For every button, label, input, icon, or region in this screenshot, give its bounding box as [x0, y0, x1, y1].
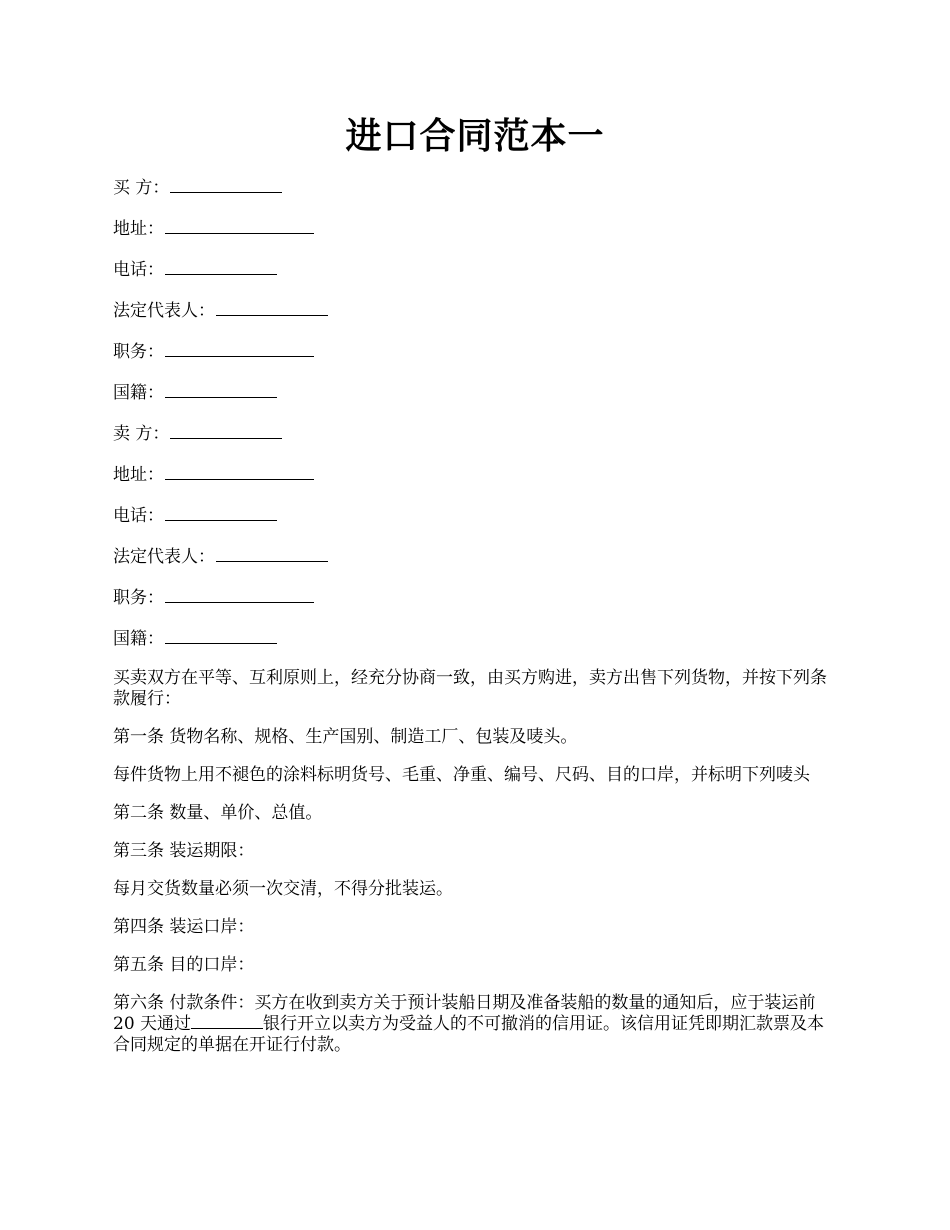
seller-legal-rep-field: [113, 545, 841, 569]
article-4: 第四条 装运口岸：: [113, 917, 255, 937]
document-body: [113, 176, 841, 1073]
buyer-nationality-field: [113, 381, 841, 405]
article-2: 第二条 数量、单价、总值。: [113, 803, 323, 823]
buyer-phone-field: [113, 258, 841, 282]
article-6: [113, 993, 841, 1056]
article-6-bank-blank: [191, 1014, 263, 1029]
buyer-address-blank: [165, 218, 314, 234]
intro-paragraph: 买卖双方在平等、互利原则上，经充分协商一致，由买方购进，卖方出售下列货物，并按下列条款履行：: [113, 668, 827, 709]
seller-name-blank: [170, 423, 282, 439]
seller-nationality-label: 国籍：: [113, 629, 164, 649]
article-3: 第三条 装运期限：: [113, 841, 255, 861]
article-3-detail: 每月交货数量必须一次交清，不得分批装运。: [113, 879, 453, 899]
buyer-name-label: 买 方：: [113, 178, 170, 198]
seller-legal-rep-label: 法定代表人：: [113, 547, 215, 567]
seller-name-field: [113, 422, 841, 446]
seller-name-label: 卖 方：: [113, 424, 170, 444]
article-5: 第五条 目的口岸：: [113, 955, 255, 975]
buyer-position-field: [113, 340, 841, 364]
article-1: 第一条 货物名称、规格、生产国别、制造工厂、包装及唛头。: [113, 727, 578, 747]
buyer-address-field: [113, 217, 841, 241]
seller-address-blank: [165, 464, 314, 480]
buyer-address-label: 地址：: [113, 219, 164, 239]
buyer-position-label: 职务：: [113, 342, 164, 362]
buyer-legal-rep-field: [113, 299, 841, 323]
buyer-legal-rep-label: 法定代表人：: [113, 301, 215, 321]
seller-address-field: [113, 463, 841, 487]
seller-legal-rep-blank: [216, 546, 328, 562]
seller-address-label: 地址：: [113, 465, 164, 485]
seller-phone-label: 电话：: [113, 506, 164, 526]
buyer-phone-label: 电话：: [113, 260, 164, 280]
buyer-name-blank: [170, 177, 282, 193]
buyer-name-field: [113, 176, 841, 200]
article-1-detail: 每件货物上用不褪色的涂料标明货号、毛重、净重、编号、尺码、目的口岸，并标明下列唛头: [113, 765, 810, 785]
article-6-part-1: 第六条 付款条件：买方在收到卖方关于预计装船日期及准备装船的数量的通知后，应于装运前 20 天通过: [113, 993, 816, 1034]
buyer-position-blank: [165, 341, 314, 357]
seller-phone-field: [113, 504, 841, 528]
seller-phone-blank: [165, 505, 277, 521]
seller-nationality-blank: [165, 628, 277, 644]
article-6-part-2: 银行开立以卖方为受益人的不可撤消的信用证。该信用证凭即期汇款票及本合同规定的单据在开证行付款。: [113, 1014, 825, 1055]
buyer-legal-rep-blank: [216, 300, 328, 316]
seller-nationality-field: [113, 627, 841, 651]
buyer-nationality-blank: [165, 382, 277, 398]
seller-position-blank: [165, 587, 314, 603]
document-title: 进口合同范本一: [345, 115, 605, 157]
buyer-nationality-label: 国籍：: [113, 383, 164, 403]
seller-position-label: 职务：: [113, 588, 164, 608]
seller-position-field: [113, 586, 841, 610]
buyer-phone-blank: [165, 259, 277, 275]
